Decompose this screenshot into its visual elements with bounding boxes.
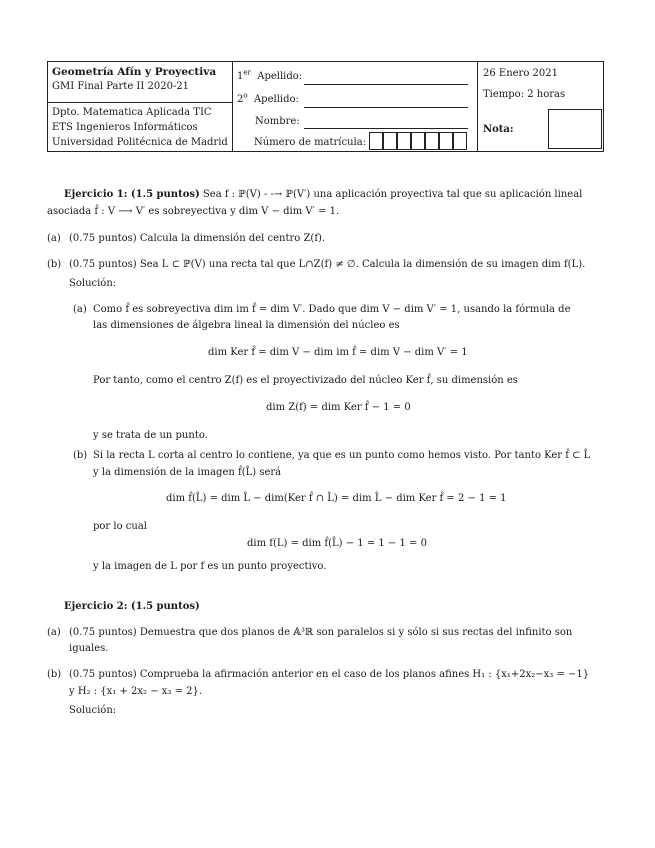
nota-box[interactable]: [548, 109, 602, 149]
matricula-digit-box[interactable]: [453, 132, 467, 150]
ex1-b-label: (b): [47, 259, 62, 270]
ex2-solution-label: Solución:: [69, 705, 117, 716]
ex1-sol-b-line4: y la imagen de L por f es un punto proyectivo.: [93, 561, 327, 572]
university: Universidad Politécnica de Madrid: [52, 137, 228, 148]
exam-name: GMI Final Parte II 2020-21: [52, 81, 190, 92]
apellido2-field[interactable]: [304, 107, 468, 108]
ex2-b-line1: (0.75 puntos) Comprueba la afirmación anterior en el caso de los planos afines H₁ : {x₁+2x₂−x₃ = −1}: [69, 669, 590, 680]
ex1-sol-a-equation2: dim Z(f) = dim Ker f̂ − 1 = 0: [266, 402, 411, 413]
matricula-digit-box[interactable]: [369, 132, 383, 150]
nombre-label: Nombre:: [255, 116, 300, 127]
ex1-sol-b-label: (b): [73, 450, 88, 461]
ex1-sol-b-line2: y la dimensión de la imagen f̂(L̂) será: [93, 467, 282, 478]
course-title: Geometría Afín y Proyectiva: [52, 66, 217, 78]
nota-label: Nota:: [483, 124, 514, 135]
ex1-intro-line1: Ejercicio 1: (1.5 puntos) Sea f : ℙ(V) - -→ ℙ(V′) una aplicación proyectiva tal que su aplicación lineal: [64, 189, 583, 200]
department: Dpto. Matematica Aplicada TIC: [52, 107, 212, 118]
divider: [477, 62, 478, 151]
ex2-title: Ejercicio 2: (1.5 puntos): [64, 601, 200, 612]
ex1-intro-line2: asociada f̂ : V ⟶ V′ es sobreyectiva y dim V − dim V′ = 1.: [47, 206, 340, 217]
ex1-sol-a-line3: Por tanto, como el centro Z(f) es el proyectivizado del núcleo Ker f̂, su dimensión es: [93, 375, 518, 386]
ex2-b-label: (b): [47, 669, 62, 680]
ex2-a-line2: iguales.: [69, 643, 109, 654]
apellido2-label: 2$^o$ Apellido:: [237, 91, 299, 105]
apellido1-label: 1er Apellido:: [237, 68, 303, 82]
ex1-b-text: (0.75 puntos) Sea L ⊂ ℙ(V) una recta tal que L∩Z(f) ≠ ∅. Calcula la dimensión de su imagen dim f(L).: [69, 259, 586, 270]
matricula-digit-box[interactable]: [425, 132, 439, 150]
ex1-sol-a-line2: las dimensiones de álgebra lineal la dimensión del núcleo es: [93, 320, 400, 331]
ex2-b-line2: y H₂ : {x₁ + 2x₂ − x₃ = 2}.: [69, 686, 203, 697]
divider: [48, 102, 232, 103]
ex1-solution-label: Solución:: [69, 278, 117, 289]
ex2-a-label: (a): [47, 627, 61, 638]
matricula-digit-box[interactable]: [439, 132, 453, 150]
exam-date: 26 Enero 2021: [483, 68, 558, 79]
ex1-sol-a-equation1: dim Ker f̂ = dim V − dim im f̂ = dim V − dim V′ = 1: [208, 347, 468, 358]
ex1-sol-b-equation1: dim f̂(L̂) = dim L̂ − dim(Ker f̂ ∩ L̂) = dim L̂ − dim Ker f̂ = 2 − 1 = 1: [166, 493, 507, 504]
nombre-field[interactable]: [304, 128, 468, 129]
ex1-a-text: (0.75 puntos) Calcula la dimensión del centro Z(f).: [69, 233, 326, 244]
divider: [232, 62, 233, 151]
matricula-digit-box[interactable]: [411, 132, 425, 150]
matricula-label: Número de matrícula:: [254, 137, 367, 148]
matricula-digit-box[interactable]: [397, 132, 411, 150]
exam-time: Tiempo: 2 horas: [483, 89, 566, 100]
ex1-sol-b-line3: por lo cual: [93, 521, 147, 532]
matricula-digit-box[interactable]: [383, 132, 397, 150]
ex1-a-label: (a): [47, 233, 61, 244]
ex2-a-line1: (0.75 puntos) Demuestra que dos planos de 𝔸³ℝ son paralelos si y sólo si sus rectas del infinito son: [69, 627, 573, 638]
ex1-sol-a-line4: y se trata de un punto.: [93, 430, 208, 441]
ex1-sol-a-label: (a): [73, 304, 87, 315]
ex1-sol-a-line1: Como f̂ es sobreyectiva dim im f̂ = dim V′. Dado que dim V − dim V′ = 1, usando la fórmula de: [93, 304, 571, 315]
ex1-sol-b-equation2: dim f(L) = dim f̂(L̂) − 1 = 1 − 1 = 0: [247, 538, 427, 549]
apellido1-field[interactable]: [304, 84, 468, 85]
ex1-sol-b-line1: Si la recta L corta al centro lo contiene, ya que es un punto como hemos visto. Por tanto Ker f̂ ⊂ L̂: [93, 450, 591, 461]
school: ETS Ingenieros Informáticos: [52, 122, 198, 133]
